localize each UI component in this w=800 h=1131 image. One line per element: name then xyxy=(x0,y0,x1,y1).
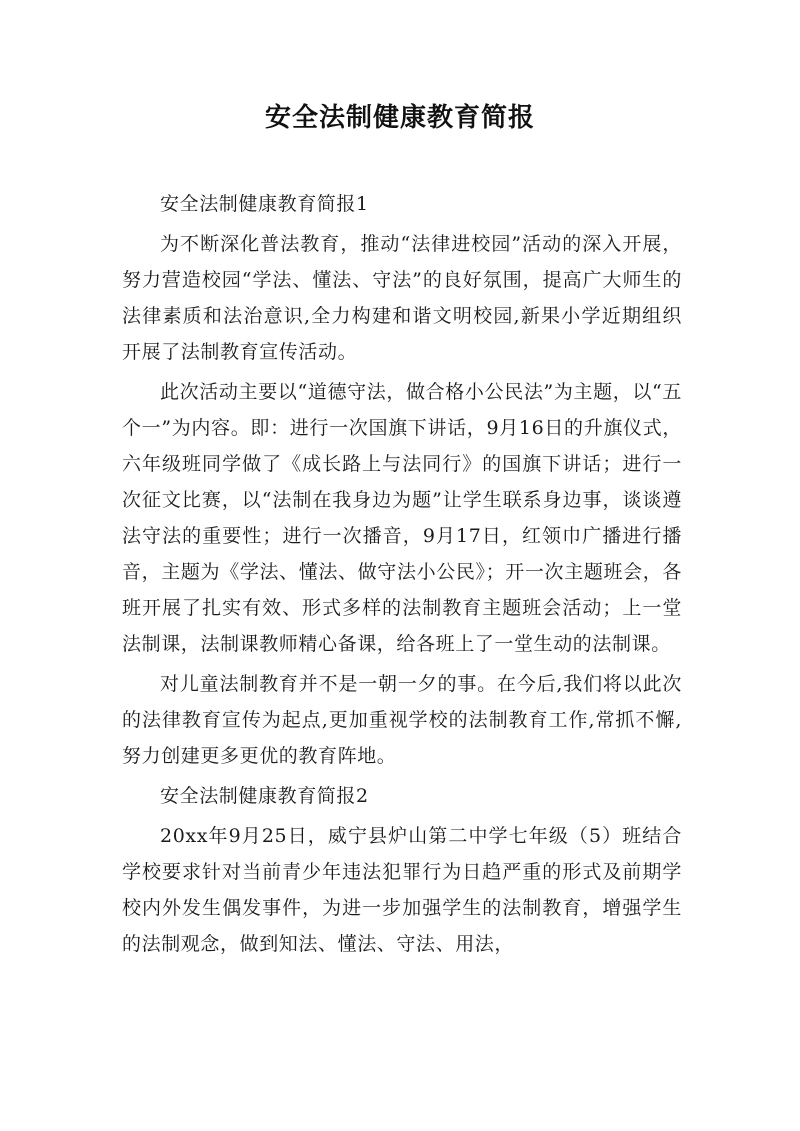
section-1-heading: 安全法制健康教育简报1 xyxy=(160,193,369,215)
document-title: 安全法制健康教育简报 xyxy=(264,103,535,133)
section-2-heading: 安全法制健康教育简报2 xyxy=(160,785,369,807)
section-1-paragraph-3: 对儿童法制教育并不是一朝一夕的事。在今后,我们将以此次的法律教育宣传为起点,更加重视学校的法制教育工作,常抓不懈,努力创建更多更优的教育阵地。 xyxy=(122,673,682,767)
section-2-paragraph-1: 20xx年9月25日，威宁县炉山第二中学七年级（5）班结合学校要求针对当前青少年违法犯罪行为日趋严重的形式及前期学校内外发生偶发事件，为进一步加强学生的法制教育，增强学生的法制观念，做到知法、懂法、守法、用法， xyxy=(122,825,682,955)
document-body xyxy=(122,186,682,962)
section-1-paragraph-1: 为不断深化普法教育，推动“法律进校园”活动的深入开展，努力营造校园“学法、懂法、守法”的良好氛围，提高广大师生的法律素质和法治意识,全力构建和谐文明校园,新果小学近期组织开展了法制教育宣传活动。 xyxy=(122,233,682,363)
section-1-paragraph-2: 此次活动主要以“道德守法，做合格小公民法”为主题，以“五个一”为内容。即：进行一次国旗下讲话，9月16日的升旗仪式，六年级班同学做了《成长路上与法同行》的国旗下讲话；进行一次征文比赛，以“法制在我身边为题”让学生联系身边事，谈谈遵法守法的重要性；进行一次播音，9月17日，红领巾广播进行播音，主题为《学法、懂法、做守法小公民》；开一次主题班会，各班开展了扎实有效、形式多样的法制教育主题班会活动；上一堂法制课，法制课教师精心备课，给各班上了一堂生动的法制课。 xyxy=(122,381,682,655)
